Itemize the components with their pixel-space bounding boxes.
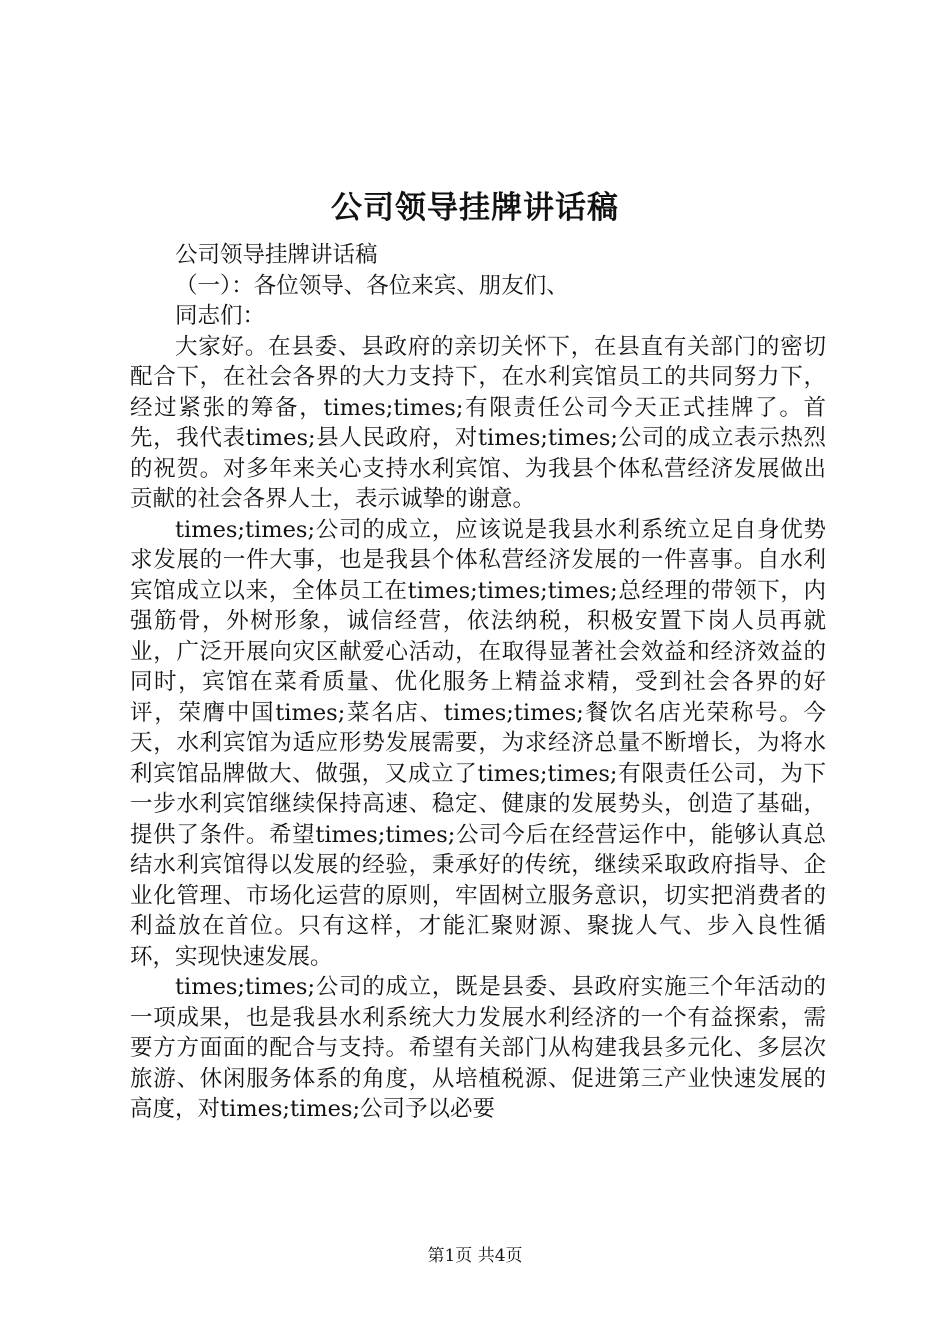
page-footer	[0, 1244, 950, 1268]
document-title: 公司领导挂牌讲话稿	[331, 190, 619, 226]
body-paragraph: 大家好。在县委、县政府的亲切关怀下，在县直有关部门的密切配合下，在社会各界的大力支持下，在水利宾馆员工的共同努力下，经过紧张的筹备，times;times;有限责任公司今天正式挂牌了。首先，我代表times;县人民政府，对times;times;公司的成立表示热烈的祝贺。对多年来关心支持水利宾馆、为我县个体私营经济发展做出贡献的社会各界人士，表示诚挚的谢意。	[130, 333, 826, 512]
body-paragraph: 同志们：	[175, 303, 266, 329]
body-paragraph: （一）：各位领导、各位来宾、朋友们、	[175, 272, 569, 299]
body-paragraph: times;times;公司的成立，应该说是我县水利系统立足自身优势求发展的一件大事，也是我县个体私营经济发展的一件喜事。自水利宾馆成立以来，全体员工在times;times;times;总经理的带领下，内强筋骨，外树形象，诚信经营，依法纳税，积极安置下岗人员再就业，广泛开展向灾区献爱心活动，在取得显著社会效益和经济效益的同时，宾馆在菜肴质量、优化服务上精益求精，受到社会各界的好评，荣膺中国times;菜名店、times;times;餐饮名店光荣称号。今天，水利宾馆为适应形势发展需要，为求经济总量不断增长，为将水利宾馆品牌做大、做强，又成立了times;times;有限责任公司，为下一步水利宾馆继续保持高速、稳定、健康的发展势头，创造了基础，提供了条件。希望times;times;公司今后在经营运作中，能够认真总结水利宾馆得以发展的经验，秉承好的传统，继续采取政府指导、企业化管理、市场化运营的原则，牢固树立服务意识，切实把消费者的利益放在首位。只有这样，才能汇聚财源、聚拢人气、步入良性循环，实现快速发展。	[130, 516, 826, 970]
document-body	[130, 240, 826, 1125]
page-number: 第1页 共4页	[427, 1246, 523, 1266]
body-paragraph: 公司领导挂牌讲话稿	[175, 242, 378, 268]
body-paragraph: times;times;公司的成立，既是县委、县政府实施三个年活动的一项成果，也是我县水利系统大力发展水利经济的一个有益探索，需要方方面面的配合与支持。希望有关部门从构建我县多元化、多层次旅游、休闲服务体系的角度，从培植税源、促进第三产业快速发展的高度，对times;times;公司予以必要	[130, 974, 826, 1122]
